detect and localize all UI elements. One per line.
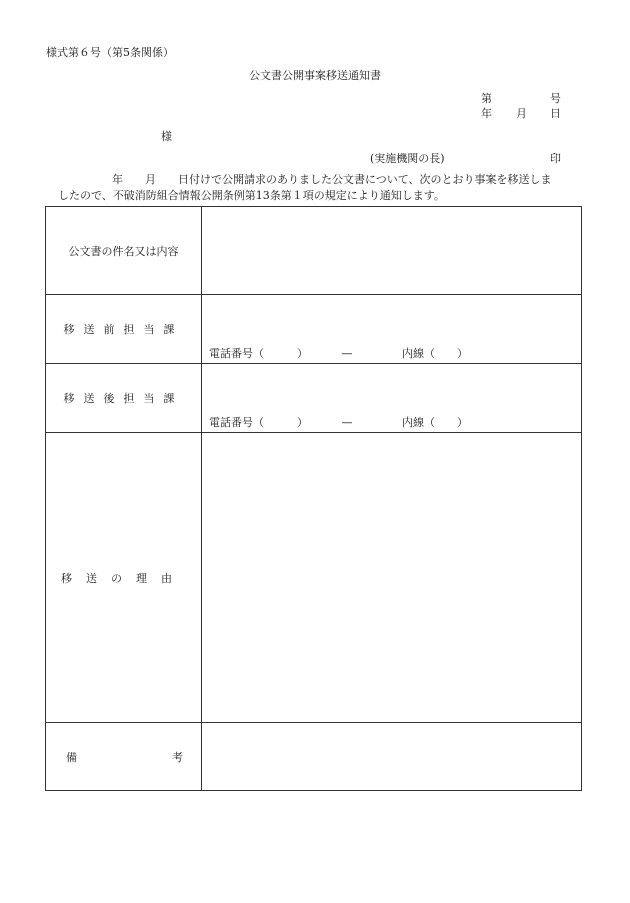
table-row: [46, 295, 582, 364]
remarks-label: [46, 723, 202, 791]
number-suffix: 号: [550, 92, 561, 105]
remarks-label-right: 考: [172, 750, 183, 764]
extension-label: 内線（ ）: [402, 416, 468, 429]
paragraph-line-1: 年 月 日付けで公開請求のありました公文書について、次のとおり事案を移送しま: [112, 173, 552, 186]
sender-title: (実施機関の長): [370, 152, 445, 165]
date-year: 年: [481, 107, 492, 120]
date-month: 月: [516, 107, 527, 120]
table-row: [46, 433, 582, 723]
form-number: 様式第６号（第5条関係）: [46, 46, 174, 59]
transfer-reason-field[interactable]: [202, 433, 582, 723]
document-subject-label: 公文書の件名又は内容: [46, 207, 202, 295]
before-phone-line: [209, 345, 468, 361]
date-day: 日: [550, 107, 561, 120]
table-row: [46, 364, 582, 433]
seal-mark: 印: [550, 152, 561, 165]
phone-dash: —: [341, 347, 353, 360]
phone-label: 電話番号（ ）: [209, 347, 308, 360]
after-department-field[interactable]: [202, 364, 582, 433]
after-phone-line: [209, 414, 468, 430]
before-department-label: 移送前担当課: [46, 295, 202, 364]
table-row: [46, 723, 582, 791]
extension-label: 内線（ ）: [402, 347, 468, 360]
remarks-field[interactable]: [202, 723, 582, 791]
number-prefix: 第: [481, 92, 492, 105]
before-department-field[interactable]: [202, 295, 582, 364]
remarks-label-left: 備: [66, 750, 77, 764]
document-subject-field[interactable]: [202, 207, 582, 295]
paragraph-line-2: したので、不破消防組合情報公開条例第13条第１項の規定により通知します。: [58, 189, 445, 202]
notification-paragraph: [58, 172, 582, 204]
after-department-label: 移送後担当課: [46, 364, 202, 433]
table-row: [46, 207, 582, 295]
phone-dash: —: [341, 416, 353, 429]
phone-label: 電話番号（ ）: [209, 416, 308, 429]
transfer-reason-label: 移送の理由: [46, 433, 202, 723]
transfer-table: [45, 206, 582, 791]
addressee-suffix: 様: [161, 130, 172, 143]
document-title: 公文書公開事案移送通知書: [249, 69, 381, 82]
